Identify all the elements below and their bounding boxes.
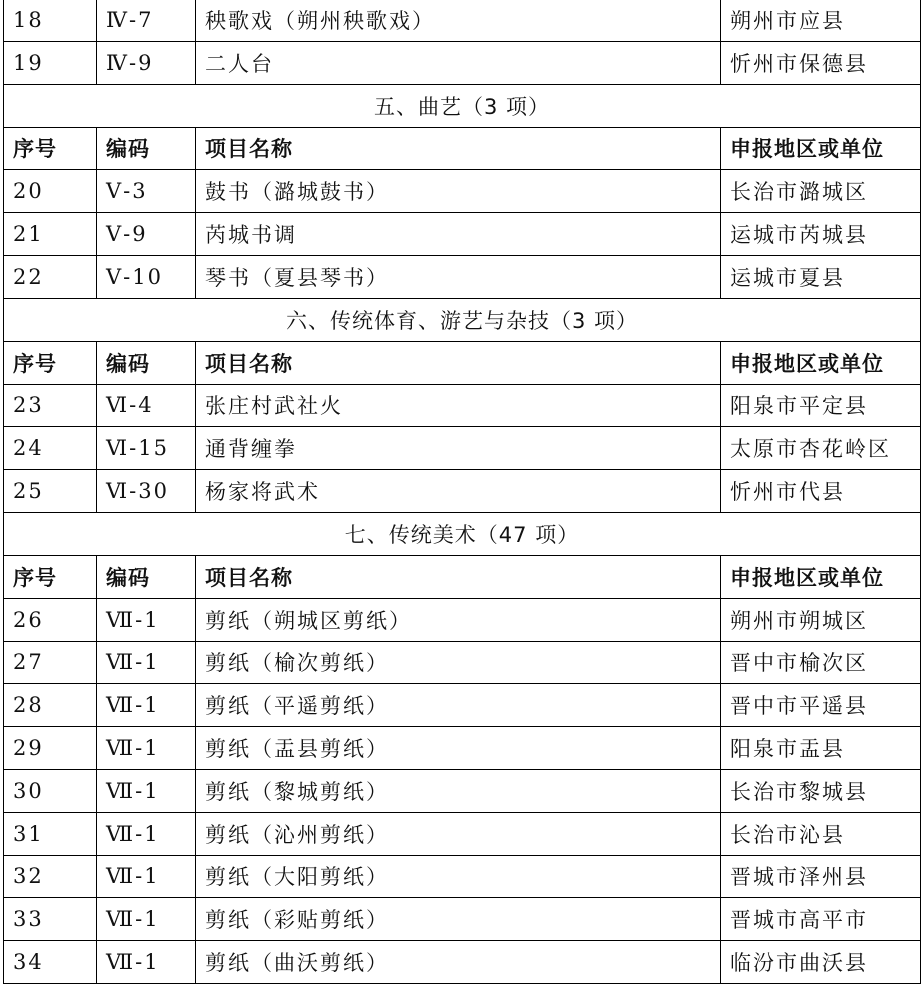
code-cell: Ⅶ-1	[97, 684, 196, 727]
region-cell: 运城市夏县	[721, 255, 921, 298]
table-row	[4, 769, 921, 812]
code-cell: Ⅳ-9	[97, 41, 196, 84]
table-row	[4, 941, 921, 984]
item-name-cell: 剪纸（盂县剪纸）	[196, 727, 721, 770]
seq-cell: 27	[4, 641, 97, 684]
table-row	[4, 470, 921, 513]
code-cell: Ⅶ-1	[97, 641, 196, 684]
header-region: 申报地区或单位	[721, 341, 921, 384]
item-name-cell: 芮城书调	[196, 213, 721, 256]
seq-cell: 26	[4, 598, 97, 641]
column-header-row	[4, 127, 921, 170]
region-cell: 阳泉市平定县	[721, 384, 921, 427]
item-name-cell: 鼓书（潞城鼓书）	[196, 170, 721, 213]
item-name-cell: 秧歌戏（朔州秧歌戏）	[196, 0, 721, 41]
item-name-cell: 剪纸（沁州剪纸）	[196, 812, 721, 855]
region-cell: 晋城市高平市	[721, 898, 921, 941]
header-seq: 序号	[4, 341, 97, 384]
table-row	[4, 898, 921, 941]
section-heading-row	[4, 298, 921, 341]
code-cell: Ⅵ-30	[97, 470, 196, 513]
heritage-list-table	[3, 0, 921, 984]
table-row	[4, 727, 921, 770]
code-cell: Ⅶ-1	[97, 941, 196, 984]
code-cell: Ⅵ-15	[97, 427, 196, 470]
seq-cell: 20	[4, 170, 97, 213]
seq-cell: 29	[4, 727, 97, 770]
seq-cell: 19	[4, 41, 97, 84]
code-cell: Ⅴ-9	[97, 213, 196, 256]
table-row	[4, 684, 921, 727]
seq-cell: 30	[4, 769, 97, 812]
header-region: 申报地区或单位	[721, 127, 921, 170]
region-cell: 长治市黎城县	[721, 769, 921, 812]
region-cell: 晋中市平遥县	[721, 684, 921, 727]
region-cell: 长治市沁县	[721, 812, 921, 855]
code-cell: Ⅶ-1	[97, 855, 196, 898]
seq-cell: 34	[4, 941, 97, 984]
item-name-cell: 杨家将武术	[196, 470, 721, 513]
table-row	[4, 170, 921, 213]
item-name-cell: 剪纸（彩贴剪纸）	[196, 898, 721, 941]
item-name-cell: 剪纸（平遥剪纸）	[196, 684, 721, 727]
header-code: 编码	[97, 555, 196, 598]
table-row	[4, 427, 921, 470]
table-row	[4, 598, 921, 641]
table-body	[4, 0, 921, 983]
seq-cell: 31	[4, 812, 97, 855]
table-row	[4, 255, 921, 298]
table-row	[4, 213, 921, 256]
header-region: 申报地区或单位	[721, 555, 921, 598]
header-name: 项目名称	[196, 341, 721, 384]
section-title: 六、传统体育、游艺与杂技（3 项）	[4, 298, 921, 341]
item-name-cell: 剪纸（曲沃剪纸）	[196, 941, 721, 984]
table-row	[4, 812, 921, 855]
region-cell: 忻州市保德县	[721, 41, 921, 84]
table-row	[4, 384, 921, 427]
seq-cell: 25	[4, 470, 97, 513]
code-cell: Ⅶ-1	[97, 812, 196, 855]
section-title: 七、传统美术（47 项）	[4, 512, 921, 555]
seq-cell: 24	[4, 427, 97, 470]
code-cell: Ⅴ-10	[97, 255, 196, 298]
table-row	[4, 0, 921, 41]
seq-cell: 21	[4, 213, 97, 256]
table-row	[4, 855, 921, 898]
seq-cell: 32	[4, 855, 97, 898]
section-title: 五、曲艺（3 项）	[4, 84, 921, 127]
header-seq: 序号	[4, 127, 97, 170]
code-cell: Ⅶ-1	[97, 769, 196, 812]
table-row	[4, 641, 921, 684]
seq-cell: 22	[4, 255, 97, 298]
region-cell: 朔州市朔城区	[721, 598, 921, 641]
region-cell: 忻州市代县	[721, 470, 921, 513]
code-cell: Ⅴ-3	[97, 170, 196, 213]
header-code: 编码	[97, 127, 196, 170]
item-name-cell: 剪纸（大阳剪纸）	[196, 855, 721, 898]
region-cell: 阳泉市盂县	[721, 727, 921, 770]
seq-cell: 33	[4, 898, 97, 941]
section-heading-row	[4, 84, 921, 127]
header-seq: 序号	[4, 555, 97, 598]
section-heading-row	[4, 512, 921, 555]
seq-cell: 18	[4, 0, 97, 41]
region-cell: 长治市潞城区	[721, 170, 921, 213]
region-cell: 太原市杏花岭区	[721, 427, 921, 470]
table-row	[4, 41, 921, 84]
code-cell: Ⅶ-1	[97, 727, 196, 770]
item-name-cell: 剪纸（朔城区剪纸）	[196, 598, 721, 641]
code-cell: Ⅵ-4	[97, 384, 196, 427]
code-cell: Ⅳ-7	[97, 0, 196, 41]
header-name: 项目名称	[196, 127, 721, 170]
region-cell: 临汾市曲沃县	[721, 941, 921, 984]
region-cell: 晋中市榆次区	[721, 641, 921, 684]
region-cell: 晋城市泽州县	[721, 855, 921, 898]
column-header-row	[4, 555, 921, 598]
code-cell: Ⅶ-1	[97, 598, 196, 641]
code-cell: Ⅶ-1	[97, 898, 196, 941]
region-cell: 朔州市应县	[721, 0, 921, 41]
item-name-cell: 通背缠拳	[196, 427, 721, 470]
column-header-row	[4, 341, 921, 384]
item-name-cell: 剪纸（榆次剪纸）	[196, 641, 721, 684]
seq-cell: 23	[4, 384, 97, 427]
seq-cell: 28	[4, 684, 97, 727]
item-name-cell: 张庄村武社火	[196, 384, 721, 427]
item-name-cell: 剪纸（黎城剪纸）	[196, 769, 721, 812]
header-code: 编码	[97, 341, 196, 384]
item-name-cell: 二人台	[196, 41, 721, 84]
item-name-cell: 琴书（夏县琴书）	[196, 255, 721, 298]
header-name: 项目名称	[196, 555, 721, 598]
region-cell: 运城市芮城县	[721, 213, 921, 256]
